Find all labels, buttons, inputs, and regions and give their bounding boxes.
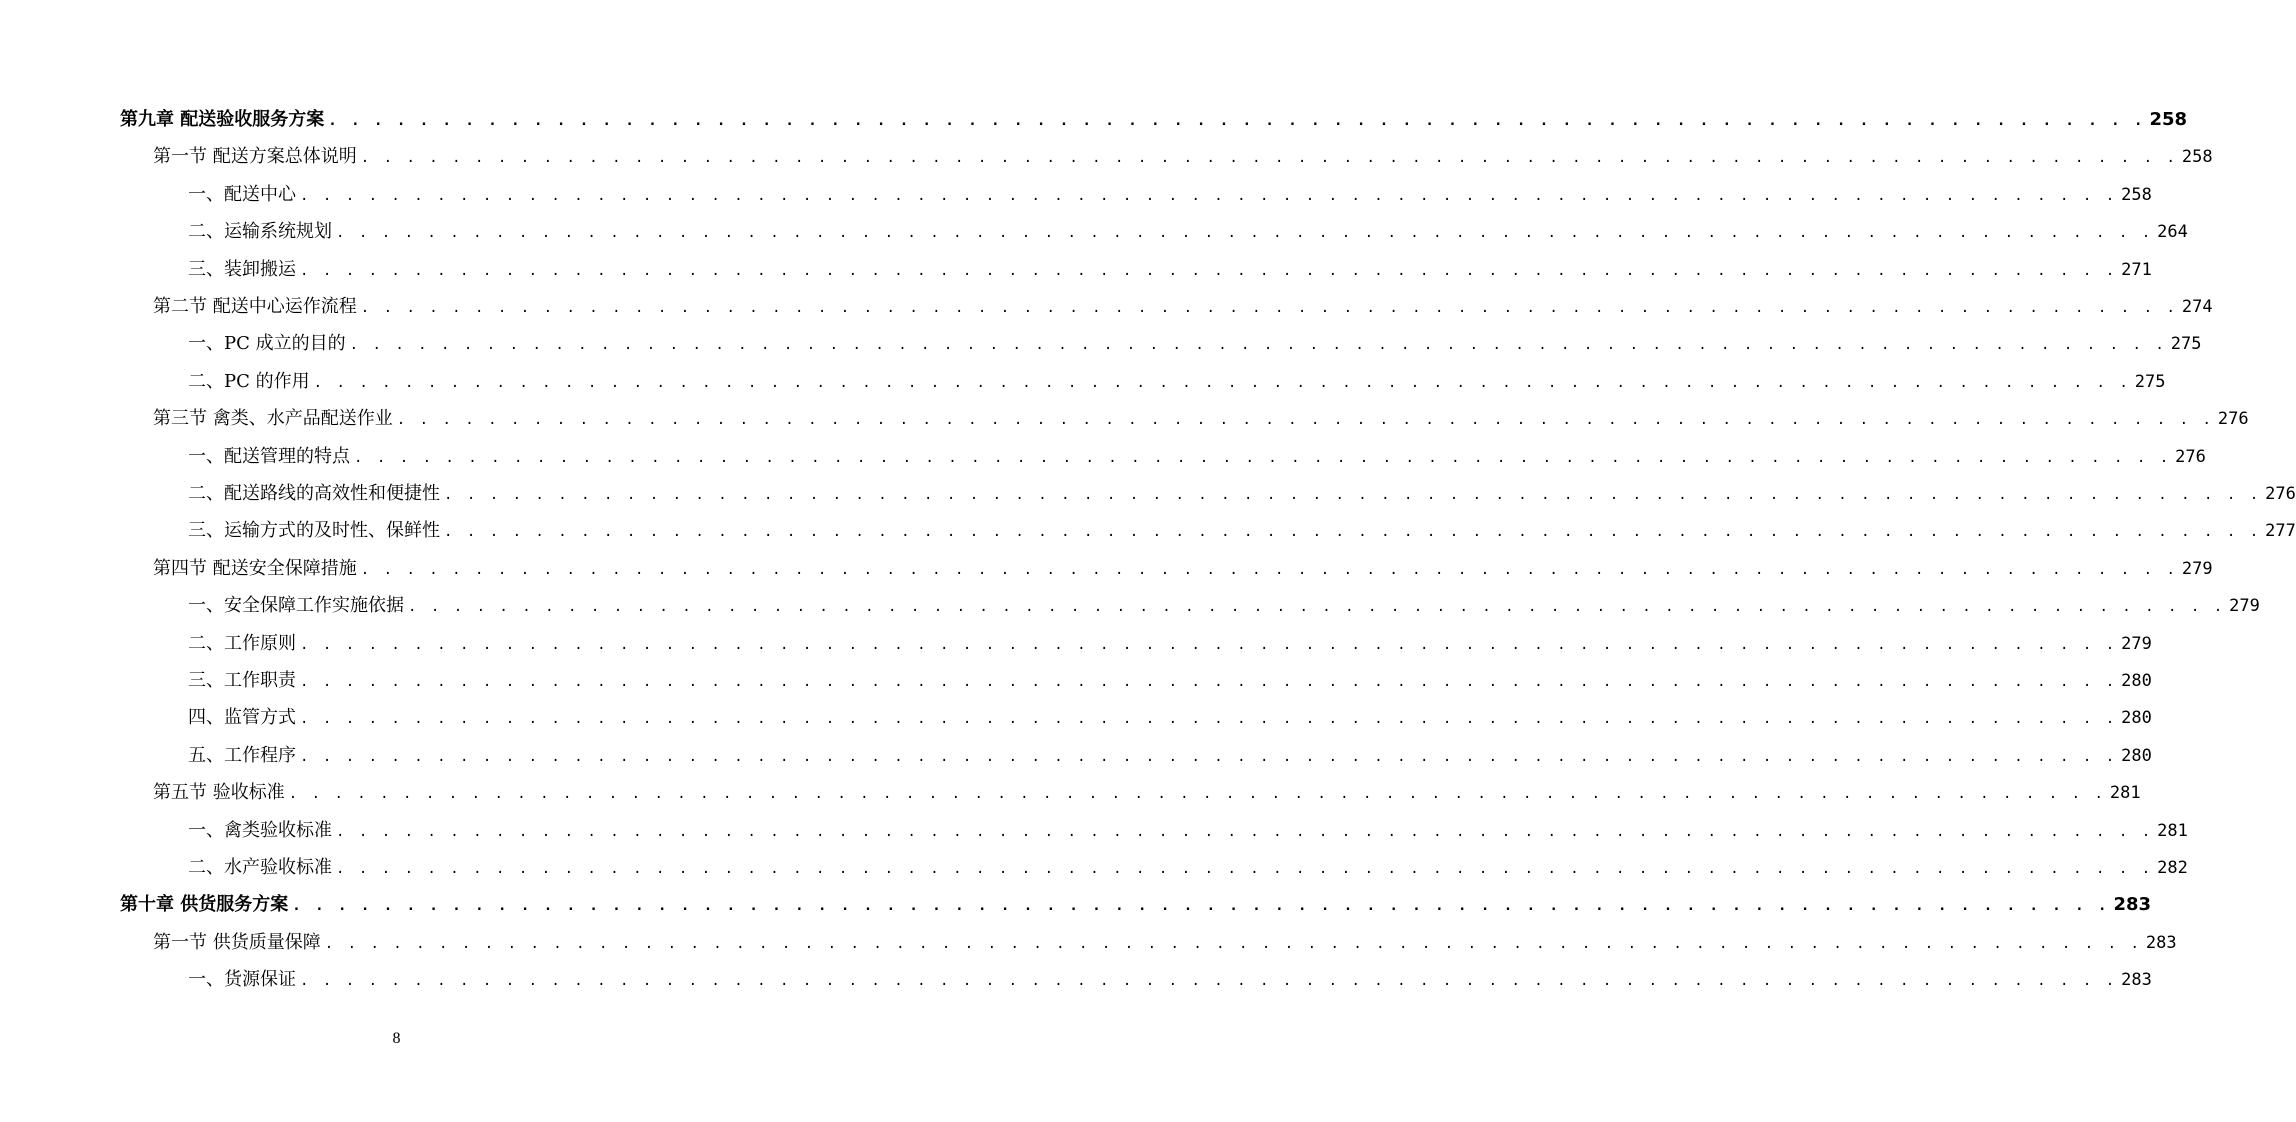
toc-entry-title: 四、监管方式 <box>188 707 296 729</box>
toc-entry-title: 第四节 配送安全保障措施 <box>153 557 357 579</box>
toc-dot-leader: . . . . . . . . . . . . . . . . . . . . . . . . . . . . . . . . . . . . . . . . . . . . . . . . . . . . . . . . . . . . . . . . . . . . . . . . . . . . . . . . <box>360 561 2178 578</box>
toc-entry-page: 283 <box>2113 894 2152 916</box>
page-number: 8 <box>392 1030 401 1047</box>
toc-entry-page: 281 <box>2157 820 2188 841</box>
toc-dot-leader: . . . . . . . . . . . . . . . . . . . . . . . . . . . . . . . . . . . . . . . . . . . . . . . . . . . . . . . . . . . . . . . . . . . . . . . . . . . . . . . . <box>328 113 2146 129</box>
toc-entry-page: 283 <box>2121 970 2152 991</box>
toc-entry-page: 279 <box>2181 558 2213 579</box>
toc-dot-leader: . . . . . . . . . . . . . . . . . . . . . . . . . . . . . . . . . . . . . . . . . . . . . . . . . . . . . . . . . . . . . . . . . . . . . . . . . . . . . . . . <box>349 337 2167 354</box>
toc-entry-title: 三、运输方式的及时性、保鲜性 <box>188 520 440 542</box>
toc-entry-title: 二、运输系统规划 <box>188 221 332 243</box>
toc-subsection-entry <box>188 516 2296 546</box>
toc-entry-page: 276 <box>2217 409 2249 430</box>
toc-entry-title: 一、配送管理的特点 <box>188 445 350 467</box>
toc-dot-leader: . . . . . . . . . . . . . . . . . . . . . . . . . . . . . . . . . . . . . . . . . . . . . . . . . . . . . . . . . . . . . . . . . . . . . . . . . . . . . . . . <box>300 711 2118 728</box>
toc-entry-page: 276 <box>2265 484 2296 504</box>
toc-dot-leader: . . . . . . . . . . . . . . . . . . . . . . . . . . . . . . . . . . . . . . . . . . . . . . . . . . . . . . . . . . . . . . . . . . . . . . . . . . . . . . . . <box>396 412 2214 429</box>
toc-dot-leader: . . . . . . . . . . . . . . . . . . . . . . . . . . . . . . . . . . . . . . . . . . . . . . . . . . . . . . . . . . . . . . . . . . . . . . . . . . . . . . . . <box>300 187 2118 204</box>
toc-entry-title: 第十章 供货服务方案 <box>120 894 289 916</box>
toc-dot-leader: . . . . . . . . . . . . . . . . . . . . . . . . . . . . . . . . . . . . . . . . . . . . . . . . . . . . . . . . . . . . . . . . . . . . . . . . . . . . . . . . <box>360 300 2178 316</box>
toc-subsection-entry <box>188 666 2152 696</box>
toc-subsection-entry <box>188 965 2152 995</box>
toc-subsection-entry <box>188 703 2152 733</box>
toc-entry-page: 282 <box>2157 858 2188 878</box>
toc-entry-title: 第五节 验收标准 <box>153 782 285 804</box>
toc-dot-leader: . . . . . . . . . . . . . . . . . . . . . . . . . . . . . . . . . . . . . . . . . . . . . . . . . . . . . . . . . . . . . . . . . . . . . . . . . . . . . . . . <box>300 973 2118 990</box>
toc-chapter-entry <box>120 105 2188 135</box>
toc-subsection-entry <box>188 367 2166 397</box>
toc-dot-leader: . . . . . . . . . . . . . . . . . . . . . . . . . . . . . . . . . . . . . . . . . . . . . . . . . . . . . . . . . . . . . . . . . . . . . . . . . . . . . . . . <box>324 935 2142 952</box>
toc-entry-page: 280 <box>2121 671 2152 691</box>
toc-entry-page: 264 <box>2157 222 2188 243</box>
toc-dot-leader: . . . . . . . . . . . . . . . . . . . . . . . . . . . . . . . . . . . . . . . . . . . . . . . . . . . . . . . . . . . . . . . . . . . . . . . . . . . . . . . . <box>336 823 2154 840</box>
toc-dot-leader: . . . . . . . . . . . . . . . . . . . . . . . . . . . . . . . . . . . . . . . . . . . . . . . . . . . . . . . . . . . . . . . . . . . . . . . . . . . . . . . . <box>313 374 2131 391</box>
toc-subsection-entry <box>188 741 2152 771</box>
toc-subsection-entry <box>188 217 2188 247</box>
toc-entry-page: 280 <box>2121 745 2152 766</box>
toc-entry-title: 第一节 供货质量保障 <box>153 931 321 953</box>
toc-entry-page: 275 <box>2170 334 2202 355</box>
toc-entry-page: 275 <box>2134 371 2166 392</box>
toc-dot-leader: . . . . . . . . . . . . . . . . . . . . . . . . . . . . . . . . . . . . . . . . . . . . . . . . . . . . . . . . . . . . . . . . . . . . . . . . . . . . . . . . <box>300 262 2118 279</box>
toc-entry-page: 258 <box>2149 109 2188 130</box>
toc-dot-leader: . . . . . . . . . . . . . . . . . . . . . . . . . . . . . . . . . . . . . . . . . . . . . . . . . . . . . . . . . . . . . . . . . . . . . . . . . . . . . . . . <box>336 225 2154 242</box>
toc-entry-title: 一、禽类验收标准 <box>188 819 332 841</box>
toc-dot-leader: . . . . . . . . . . . . . . . . . . . . . . . . . . . . . . . . . . . . . . . . . . . . . . . . . . . . . . . . . . . . . . . . . . . . . . . . . . . . . . . . <box>292 898 2110 915</box>
toc-subsection-entry <box>188 853 2188 883</box>
toc-section-entry <box>153 778 2141 808</box>
toc-entry-title: 三、工作职责 <box>188 670 296 691</box>
toc-subsection-entry <box>188 479 2296 509</box>
toc-entry-title: 一、配送中心 <box>188 183 296 205</box>
toc-dot-leader: . . . . . . . . . . . . . . . . . . . . . . . . . . . . . . . . . . . . . . . . . . . . . . . . . . . . . . . . . . . . . . . . . . . . . . . . . . . . . . . . <box>360 150 2178 167</box>
toc-dot-leader: . . . . . . . . . . . . . . . . . . . . . . . . . . . . . . . . . . . . . . . . . . . . . . . . . . . . . . . . . . . . . . . . . . . . . . . . . . . . . . . . <box>288 786 2106 803</box>
toc-subsection-entry <box>188 329 2202 359</box>
toc-entry-page: 277 <box>2265 521 2296 542</box>
toc-section-entry <box>153 554 2213 584</box>
toc-entry-page: 280 <box>2121 708 2152 729</box>
toc-subsection-entry <box>188 591 2260 621</box>
toc-subsection-entry <box>188 180 2152 210</box>
toc-dot-leader: . . . . . . . . . . . . . . . . . . . . . . . . . . . . . . . . . . . . . . . . . . . . . . . . . . . . . . . . . . . . . . . . . . . . . . . . . . . . . . . . <box>336 861 2154 877</box>
toc-subsection-entry <box>188 816 2188 846</box>
toc-subsection-entry <box>188 442 2206 472</box>
toc-dot-leader: . . . . . . . . . . . . . . . . . . . . . . . . . . . . . . . . . . . . . . . . . . . . . . . . . . . . . . . . . . . . . . . . . . . . . . . . . . . . . . . . <box>444 524 2262 541</box>
toc-section-entry <box>153 142 2213 172</box>
toc-chapter-entry <box>120 890 2152 920</box>
toc-subsection-entry <box>188 255 2152 285</box>
toc-entry-title: 一、安全保障工作实施依据 <box>188 595 404 617</box>
toc-entry-title: 二、工作原则 <box>188 632 296 654</box>
toc-entry-title: 三、装卸搬运 <box>188 258 296 280</box>
toc-entry-page: 281 <box>2109 783 2141 804</box>
toc-entry-title: 五、工作程序 <box>188 744 296 766</box>
toc-section-entry <box>153 404 2249 434</box>
toc-entry-title: 第二节 配送中心运作流程 <box>153 296 357 317</box>
toc-entry-title: 一、PC 成立的目的 <box>188 333 346 355</box>
toc-section-entry <box>153 928 2177 958</box>
toc-entry-page: 279 <box>2229 596 2260 617</box>
toc-section-entry <box>153 292 2213 322</box>
toc-entry-title: 第九章 配送验收服务方案 <box>120 109 325 130</box>
toc-entry-page: 274 <box>2181 297 2213 317</box>
toc-entry-page: 279 <box>2121 633 2152 654</box>
toc-entry-title: 二、水产验收标准 <box>188 857 332 878</box>
toc-entry-title: 第三节 禽类、水产品配送作业 <box>153 408 393 430</box>
toc-dot-leader: . . . . . . . . . . . . . . . . . . . . . . . . . . . . . . . . . . . . . . . . . . . . . . . . . . . . . . . . . . . . . . . . . . . . . . . . . . . . . . . . <box>300 636 2118 653</box>
toc-dot-leader: . . . . . . . . . . . . . . . . . . . . . . . . . . . . . . . . . . . . . . . . . . . . . . . . . . . . . . . . . . . . . . . . . . . . . . . . . . . . . . . . <box>300 674 2118 690</box>
toc-dot-leader: . . . . . . . . . . . . . . . . . . . . . . . . . . . . . . . . . . . . . . . . . . . . . . . . . . . . . . . . . . . . . . . . . . . . . . . . . . . . . . . . <box>408 599 2226 616</box>
toc-entry-page: 258 <box>2181 147 2213 168</box>
toc-entry-page: 283 <box>2145 932 2177 953</box>
toc-dot-leader: . . . . . . . . . . . . . . . . . . . . . . . . . . . . . . . . . . . . . . . . . . . . . . . . . . . . . . . . . . . . . . . . . . . . . . . . . . . . . . . . <box>444 487 2262 503</box>
toc-entry-page: 258 <box>2121 184 2152 205</box>
toc-entry-page: 271 <box>2121 259 2152 280</box>
toc-subsection-entry <box>188 629 2152 659</box>
toc-entry-title: 一、货源保证 <box>188 969 296 991</box>
toc-dot-leader: . . . . . . . . . . . . . . . . . . . . . . . . . . . . . . . . . . . . . . . . . . . . . . . . . . . . . . . . . . . . . . . . . . . . . . . . . . . . . . . . <box>300 748 2118 765</box>
toc-entry-title: 第一节 配送方案总体说明 <box>153 146 357 168</box>
toc-entry-page: 276 <box>2175 446 2206 467</box>
toc-entry-title: 二、配送路线的高效性和便捷性 <box>188 483 440 504</box>
toc-dot-leader: . . . . . . . . . . . . . . . . . . . . . . . . . . . . . . . . . . . . . . . . . . . . . . . . . . . . . . . . . . . . . . . . . . . . . . . . . . . . . . . . <box>354 449 2172 466</box>
toc-entry-title: 二、PC 的作用 <box>188 370 310 392</box>
